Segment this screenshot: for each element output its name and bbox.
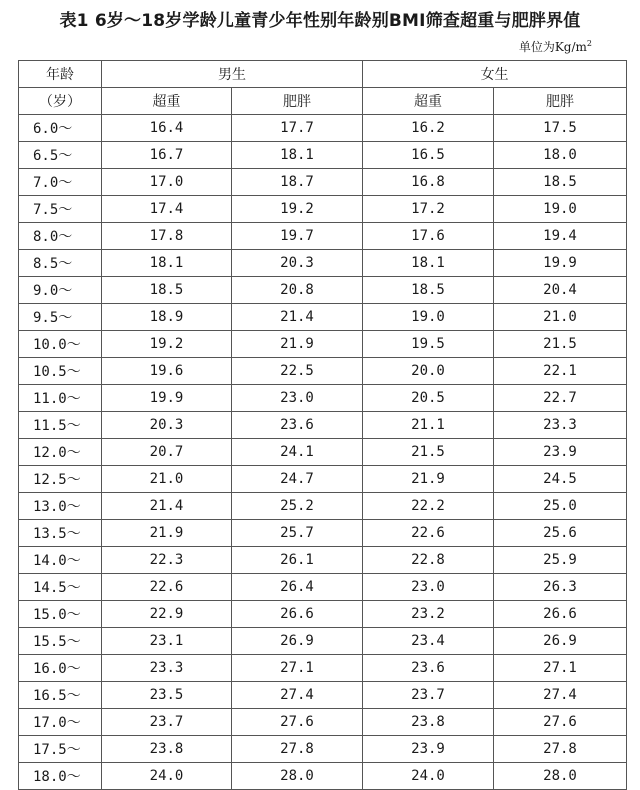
header-age-line2: （岁） (19, 88, 102, 115)
female-overweight-cell: 22.2 (363, 493, 494, 520)
male-overweight-cell: 22.6 (102, 574, 232, 601)
male-obese-cell: 27.1 (232, 655, 363, 682)
age-cell: 12.0～ (19, 439, 102, 466)
female-obese-cell: 26.9 (494, 628, 627, 655)
female-overweight-cell: 16.2 (363, 115, 494, 142)
male-obese-cell: 20.3 (232, 250, 363, 277)
male-overweight-cell: 18.5 (102, 277, 232, 304)
table-row (19, 520, 627, 547)
age-cell: 7.0～ (19, 169, 102, 196)
male-obese-cell: 18.1 (232, 142, 363, 169)
table-row (19, 223, 627, 250)
female-overweight-cell: 23.7 (363, 682, 494, 709)
male-overweight-cell: 21.4 (102, 493, 232, 520)
age-cell: 9.5～ (19, 304, 102, 331)
table-row (19, 169, 627, 196)
age-cell: 16.0～ (19, 655, 102, 682)
header-female-obese: 肥胖 (494, 88, 627, 115)
male-obese-cell: 23.0 (232, 385, 363, 412)
table-row (19, 304, 627, 331)
female-overweight-cell: 16.8 (363, 169, 494, 196)
male-obese-cell: 26.6 (232, 601, 363, 628)
table-row (19, 277, 627, 304)
table-row (19, 655, 627, 682)
female-overweight-cell: 22.6 (363, 520, 494, 547)
male-obese-cell: 24.1 (232, 439, 363, 466)
table-row (19, 763, 627, 790)
male-overweight-cell: 21.9 (102, 520, 232, 547)
table-body (19, 115, 627, 790)
male-overweight-cell: 17.4 (102, 196, 232, 223)
female-overweight-cell: 17.6 (363, 223, 494, 250)
male-obese-cell: 26.1 (232, 547, 363, 574)
male-overweight-cell: 19.6 (102, 358, 232, 385)
male-obese-cell: 28.0 (232, 763, 363, 790)
table-row (19, 142, 627, 169)
age-cell: 17.0～ (19, 709, 102, 736)
table-row (19, 196, 627, 223)
male-overweight-cell: 23.8 (102, 736, 232, 763)
unit-superscript: 2 (586, 39, 592, 48)
female-obese-cell: 25.9 (494, 547, 627, 574)
male-overweight-cell: 22.3 (102, 547, 232, 574)
male-overweight-cell: 23.7 (102, 709, 232, 736)
female-obese-cell: 17.5 (494, 115, 627, 142)
age-cell: 8.0～ (19, 223, 102, 250)
male-overweight-cell: 20.3 (102, 412, 232, 439)
female-obese-cell: 24.5 (494, 466, 627, 493)
table-row (19, 331, 627, 358)
bmi-table (18, 60, 627, 790)
male-overweight-cell: 21.0 (102, 466, 232, 493)
female-obese-cell: 22.7 (494, 385, 627, 412)
table-row (19, 385, 627, 412)
female-obese-cell: 23.3 (494, 412, 627, 439)
header-male: 男生 (102, 61, 363, 88)
table-title: 表1 6岁～18岁学龄儿童青少年性别年龄别BMI筛查超重与肥胖界值 (59, 11, 581, 31)
age-cell: 17.5～ (19, 736, 102, 763)
female-overweight-cell: 20.5 (363, 385, 494, 412)
female-overweight-cell: 18.1 (363, 250, 494, 277)
female-overweight-cell: 16.5 (363, 142, 494, 169)
header-male-obese: 肥胖 (232, 88, 363, 115)
age-cell: 11.5～ (19, 412, 102, 439)
header-male-overweight: 超重 (102, 88, 232, 115)
male-overweight-cell: 16.7 (102, 142, 232, 169)
female-overweight-cell: 23.6 (363, 655, 494, 682)
unit-label (519, 38, 592, 55)
age-cell: 16.5～ (19, 682, 102, 709)
female-obese-cell: 19.0 (494, 196, 627, 223)
female-obese-cell: 26.6 (494, 601, 627, 628)
female-obese-cell: 27.4 (494, 682, 627, 709)
age-cell: 12.5～ (19, 466, 102, 493)
table-row (19, 736, 627, 763)
table-row (19, 412, 627, 439)
age-cell: 11.0～ (19, 385, 102, 412)
male-overweight-cell: 23.1 (102, 628, 232, 655)
female-overweight-cell: 21.9 (363, 466, 494, 493)
male-overweight-cell: 24.0 (102, 763, 232, 790)
male-obese-cell: 27.6 (232, 709, 363, 736)
female-obese-cell: 18.5 (494, 169, 627, 196)
female-obese-cell: 19.9 (494, 250, 627, 277)
male-obese-cell: 26.4 (232, 574, 363, 601)
table-row (19, 358, 627, 385)
header-female: 女生 (363, 61, 627, 88)
male-obese-cell: 18.7 (232, 169, 363, 196)
age-cell: 14.5～ (19, 574, 102, 601)
female-overweight-cell: 23.0 (363, 574, 494, 601)
female-overweight-cell: 20.0 (363, 358, 494, 385)
female-obese-cell: 28.0 (494, 763, 627, 790)
age-cell: 9.0～ (19, 277, 102, 304)
age-cell: 6.0～ (19, 115, 102, 142)
female-obese-cell: 25.0 (494, 493, 627, 520)
male-obese-cell: 22.5 (232, 358, 363, 385)
male-overweight-cell: 23.3 (102, 655, 232, 682)
female-overweight-cell: 21.5 (363, 439, 494, 466)
male-overweight-cell: 19.9 (102, 385, 232, 412)
female-overweight-cell: 23.2 (363, 601, 494, 628)
male-obese-cell: 26.9 (232, 628, 363, 655)
female-overweight-cell: 22.8 (363, 547, 494, 574)
female-obese-cell: 22.1 (494, 358, 627, 385)
male-obese-cell: 19.2 (232, 196, 363, 223)
female-obese-cell: 20.4 (494, 277, 627, 304)
male-overweight-cell: 22.9 (102, 601, 232, 628)
unit-text: 单位为Kg/m (518, 40, 587, 54)
table-row (19, 601, 627, 628)
male-obese-cell: 25.2 (232, 493, 363, 520)
female-obese-cell: 26.3 (494, 574, 627, 601)
table-row (19, 493, 627, 520)
male-overweight-cell: 23.5 (102, 682, 232, 709)
table-row (19, 682, 627, 709)
table-row (19, 439, 627, 466)
age-cell: 18.0～ (19, 763, 102, 790)
female-obese-cell: 23.9 (494, 439, 627, 466)
female-obese-cell: 27.8 (494, 736, 627, 763)
female-overweight-cell: 17.2 (363, 196, 494, 223)
female-overweight-cell: 18.5 (363, 277, 494, 304)
table-row (19, 628, 627, 655)
age-cell: 15.0～ (19, 601, 102, 628)
age-cell: 14.0～ (19, 547, 102, 574)
male-obese-cell: 23.6 (232, 412, 363, 439)
female-obese-cell: 27.6 (494, 709, 627, 736)
male-obese-cell: 20.8 (232, 277, 363, 304)
male-obese-cell: 27.8 (232, 736, 363, 763)
table-row (19, 250, 627, 277)
header-age-line1: 年龄 (19, 61, 102, 88)
female-obese-cell: 21.5 (494, 331, 627, 358)
table-row (19, 115, 627, 142)
male-obese-cell: 17.7 (232, 115, 363, 142)
male-overweight-cell: 16.4 (102, 115, 232, 142)
male-obese-cell: 21.9 (232, 331, 363, 358)
age-cell: 10.0～ (19, 331, 102, 358)
male-overweight-cell: 18.1 (102, 250, 232, 277)
age-cell: 10.5～ (19, 358, 102, 385)
table-header (19, 61, 627, 115)
female-overweight-cell: 23.9 (363, 736, 494, 763)
male-obese-cell: 24.7 (232, 466, 363, 493)
male-overweight-cell: 17.0 (102, 169, 232, 196)
age-cell: 6.5～ (19, 142, 102, 169)
female-obese-cell: 25.6 (494, 520, 627, 547)
female-overweight-cell: 23.8 (363, 709, 494, 736)
male-overweight-cell: 19.2 (102, 331, 232, 358)
header-female-overweight: 超重 (363, 88, 494, 115)
male-overweight-cell: 17.8 (102, 223, 232, 250)
male-obese-cell: 25.7 (232, 520, 363, 547)
table-row (19, 466, 627, 493)
female-obese-cell: 18.0 (494, 142, 627, 169)
female-obese-cell: 19.4 (494, 223, 627, 250)
female-overweight-cell: 19.0 (363, 304, 494, 331)
male-obese-cell: 21.4 (232, 304, 363, 331)
male-obese-cell: 19.7 (232, 223, 363, 250)
female-obese-cell: 27.1 (494, 655, 627, 682)
age-cell: 8.5～ (19, 250, 102, 277)
female-overweight-cell: 23.4 (363, 628, 494, 655)
female-overweight-cell: 21.1 (363, 412, 494, 439)
female-overweight-cell: 24.0 (363, 763, 494, 790)
age-cell: 7.5～ (19, 196, 102, 223)
table-row (19, 547, 627, 574)
male-overweight-cell: 18.9 (102, 304, 232, 331)
age-cell: 13.5～ (19, 520, 102, 547)
female-obese-cell: 21.0 (494, 304, 627, 331)
table-row (19, 709, 627, 736)
female-overweight-cell: 19.5 (363, 331, 494, 358)
age-cell: 13.0～ (19, 493, 102, 520)
age-cell: 15.5～ (19, 628, 102, 655)
table-row (19, 574, 627, 601)
male-overweight-cell: 20.7 (102, 439, 232, 466)
male-obese-cell: 27.4 (232, 682, 363, 709)
